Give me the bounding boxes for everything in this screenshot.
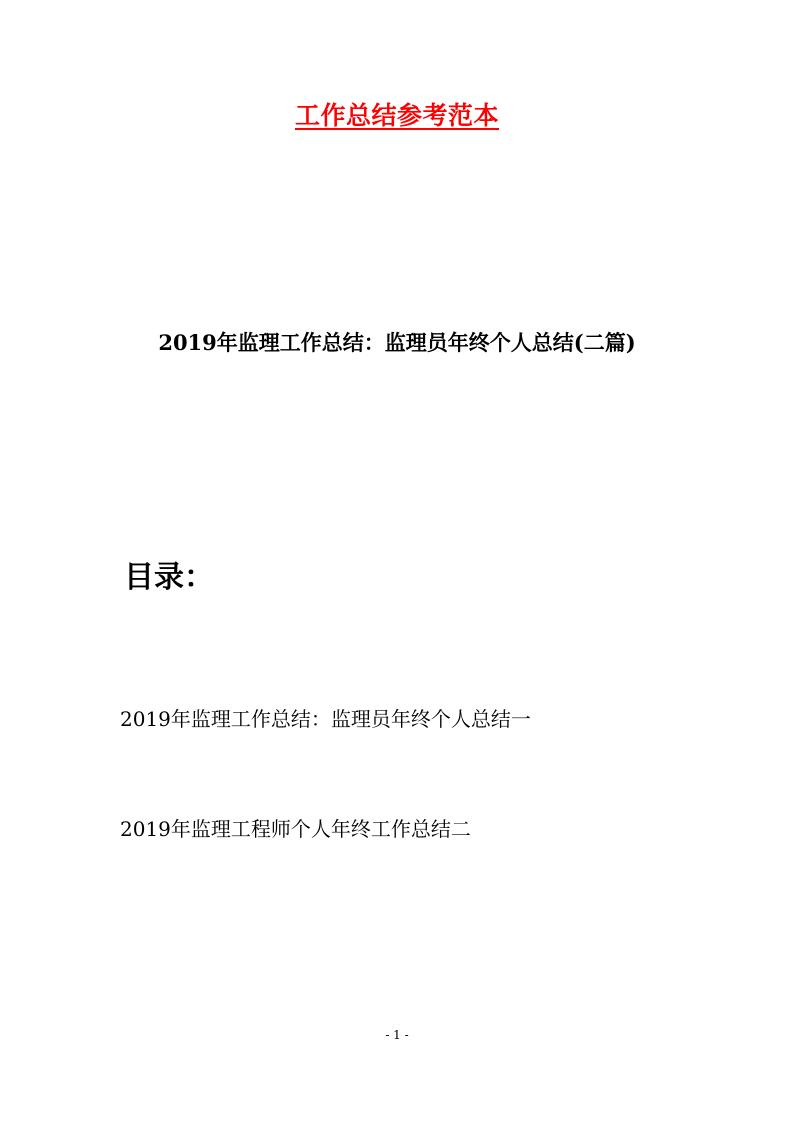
toc-item-2: 2019年监理工程师个人年终工作总结二 (120, 817, 471, 841)
toc-heading: 目录： (124, 560, 214, 595)
header-title (0, 96, 794, 132)
page-number: - 1 - (385, 1028, 409, 1042)
header-title-text: 工作总结参考范本 (294, 101, 499, 130)
document-title: 2019年监理工作总结：监理员年终个人总结(二篇) (158, 330, 636, 355)
toc-item-1: 2019年监理工作总结：监理员年终个人总结一 (120, 707, 531, 731)
